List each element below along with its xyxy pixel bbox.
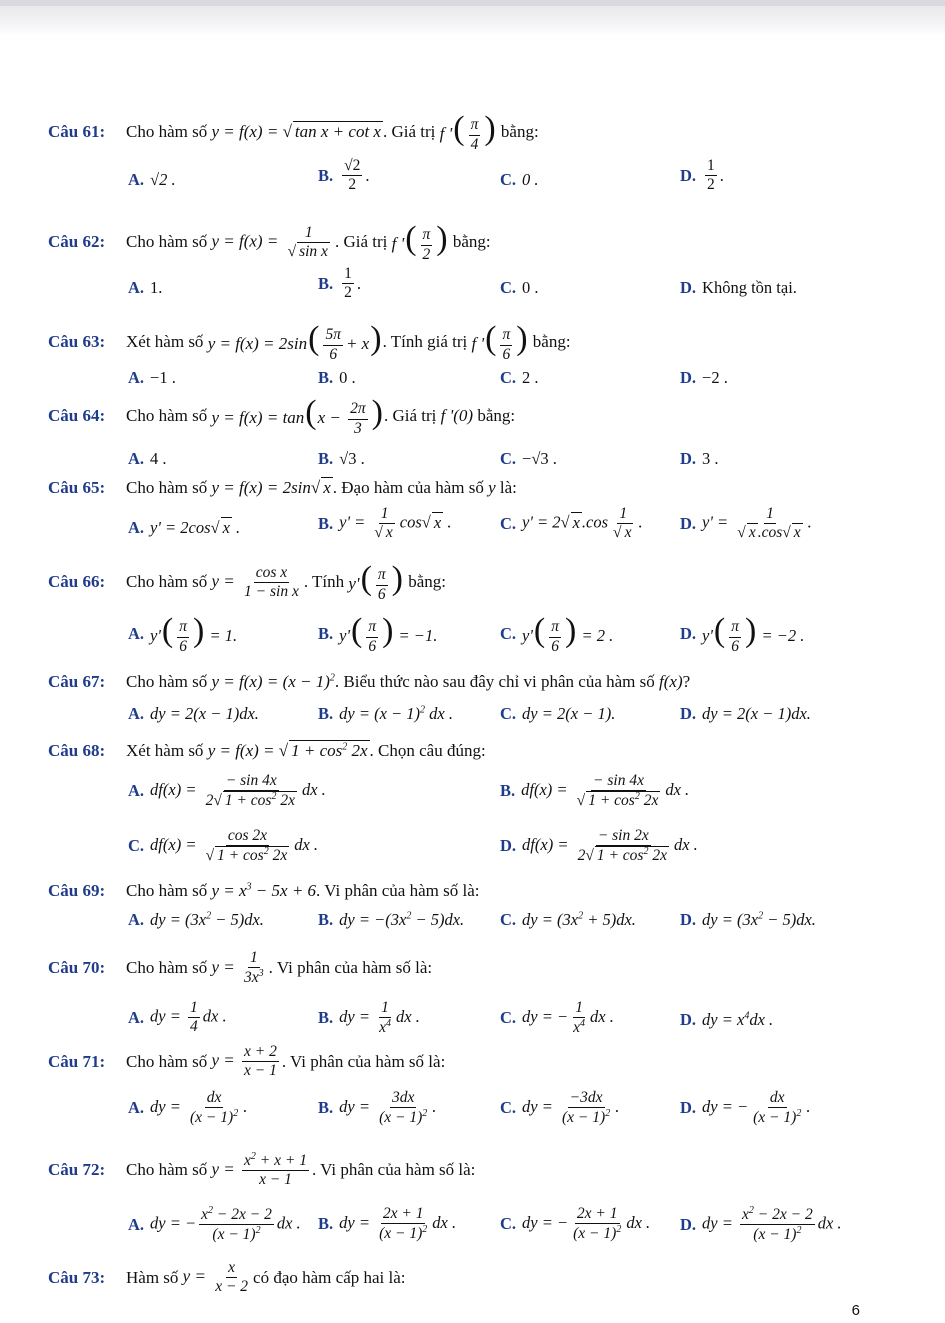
question-label: Câu 72: bbox=[48, 1160, 106, 1180]
option-label: C. bbox=[500, 513, 517, 533]
formula: y = $\frac{\text{cos x}}{\text{1 − sin x}}$ bbox=[211, 563, 299, 600]
option-b[interactable] bbox=[318, 704, 453, 724]
option-c[interactable] bbox=[500, 910, 636, 930]
option-label: B. bbox=[318, 449, 334, 468]
option-label: C. bbox=[500, 368, 517, 387]
question-text: Cho hàm số bbox=[126, 122, 208, 142]
option-value: $\frac{1}{2}$ bbox=[707, 157, 715, 194]
option-value: dy = 2(x − 1). bbox=[522, 704, 616, 723]
formula: y = f(x) = √ $1 + \cos^2 2x$ bbox=[207, 741, 368, 760]
question-label: Câu 61: bbox=[48, 122, 106, 142]
option-d[interactable] bbox=[680, 1206, 842, 1244]
option-value: dy = − $\frac{dx}{(x - 1)^2}$ . bbox=[702, 1089, 811, 1127]
question-text: . Chọn câu đúng: bbox=[369, 741, 486, 760]
formula: y = f(x) = 2sin√ x bbox=[211, 478, 331, 497]
option-label: B. bbox=[318, 910, 334, 929]
option-c[interactable] bbox=[500, 614, 613, 655]
formula: y = f(x) = 2sin( $\frac{5\pi}{6}$ + x) bbox=[207, 320, 382, 363]
option-label: B. bbox=[318, 273, 334, 293]
option-label: C. bbox=[500, 278, 517, 297]
option-label: B. bbox=[318, 1098, 334, 1118]
option-value: dy = 2(x − 1)dx. bbox=[702, 704, 811, 723]
question-label: Câu 69: bbox=[48, 881, 106, 900]
option-label: A. bbox=[128, 704, 145, 723]
option-a[interactable] bbox=[128, 1000, 227, 1036]
option-label: C. bbox=[500, 1098, 517, 1118]
option-d[interactable] bbox=[500, 828, 698, 865]
option-value: y'( $\frac{\pi}{6}$ ) = 2 . bbox=[522, 612, 614, 655]
option-label: B. bbox=[318, 1214, 334, 1234]
option-a[interactable] bbox=[128, 278, 162, 298]
option-label: B. bbox=[318, 513, 334, 533]
option-b[interactable] bbox=[318, 368, 356, 388]
option-label: C. bbox=[500, 1008, 517, 1028]
option-label: A. bbox=[128, 170, 145, 189]
formula: y = $\frac{x}{x - 2}$ bbox=[182, 1259, 249, 1296]
question-text: Cho hàm số bbox=[126, 572, 208, 592]
formula: y = $\frac{1}{3x^3}$ bbox=[211, 949, 264, 987]
question-text: Cho hàm số bbox=[126, 1051, 208, 1071]
option-value: dy = 2(x − 1)dx. bbox=[150, 704, 259, 723]
option-label: A. bbox=[128, 1214, 145, 1234]
option-a[interactable] bbox=[128, 368, 176, 388]
option-label: D. bbox=[680, 513, 697, 533]
option-label: D. bbox=[680, 1010, 697, 1029]
formula: $y = f(x) = (x - 1)^2$ bbox=[211, 672, 335, 691]
question-text: . Tính bbox=[303, 572, 345, 592]
option-label: D. bbox=[680, 910, 697, 929]
question-72 bbox=[48, 1152, 475, 1189]
question-text: Cho hàm số bbox=[126, 406, 208, 426]
option-value: 1. bbox=[150, 278, 163, 297]
option-value: df(x) = $\frac{\cos 2x}{√ 1 + \cos^2 2x}$ dx . bbox=[150, 827, 319, 865]
question-text: . Vi phân của hàm số là: bbox=[316, 881, 480, 900]
option-label: D. bbox=[680, 165, 697, 185]
option-label: A. bbox=[128, 1098, 145, 1118]
option-value: dy = $\frac{3dx}{(x - 1)^2}$ . bbox=[339, 1089, 437, 1127]
option-value: 0 . bbox=[339, 368, 356, 387]
question-text: . Giá trị bbox=[334, 232, 388, 252]
option-b[interactable] bbox=[318, 614, 437, 655]
option-a[interactable] bbox=[128, 704, 259, 724]
question-text: bằng: bbox=[408, 572, 447, 592]
option-a[interactable] bbox=[128, 170, 176, 190]
option-a[interactable] bbox=[128, 910, 264, 930]
question-71 bbox=[48, 1044, 445, 1080]
question-label: Câu 67: bbox=[48, 672, 106, 691]
option-value: y' = 2√ x .cos $\frac{1}{√ x}$ . bbox=[522, 505, 643, 542]
option-d[interactable] bbox=[680, 449, 719, 469]
question-text: . Vi phân của hàm số là: bbox=[268, 958, 433, 978]
option-value: y' = $\frac{1}{√ x}$ cos√ x . bbox=[339, 505, 452, 542]
question-66 bbox=[48, 562, 446, 603]
question-label: Câu 62: bbox=[48, 232, 106, 252]
option-value: df(x) = $\frac{- \sin 2x}{2√ 1 + \cos^2 2x}$ dx . bbox=[522, 827, 698, 865]
question-text: Cho hàm số bbox=[126, 958, 208, 978]
option-c[interactable] bbox=[500, 278, 539, 298]
question-text: bằng: bbox=[477, 406, 516, 426]
option-label: B. bbox=[318, 704, 334, 723]
question-65 bbox=[48, 478, 517, 498]
option-d[interactable] bbox=[680, 910, 816, 930]
option-label: B. bbox=[318, 368, 334, 387]
option-label: D. bbox=[680, 449, 697, 468]
option-c[interactable] bbox=[500, 170, 539, 190]
option-label: D. bbox=[680, 278, 697, 297]
question-text: . Biểu thức nào sau đây chỉ vi phân của hàm số bbox=[334, 672, 655, 691]
option-label: B. bbox=[318, 165, 334, 185]
option-value: −2 . bbox=[702, 368, 728, 387]
option-label: A. bbox=[128, 781, 145, 801]
question-text: bằng: bbox=[532, 332, 571, 352]
option-value: 2 . bbox=[522, 368, 539, 387]
option-label: C. bbox=[500, 910, 517, 929]
option-b[interactable] bbox=[500, 773, 689, 810]
question-label: Câu 66: bbox=[48, 572, 106, 592]
option-c[interactable] bbox=[500, 1090, 619, 1127]
page-number: 6 bbox=[851, 1302, 860, 1319]
question-text: bằng: bbox=[452, 232, 491, 252]
formula: y = f(x) = tan(x − $\frac{2\pi}{3}$ ) bbox=[211, 394, 383, 437]
option-b[interactable] bbox=[318, 1090, 436, 1127]
question-67 bbox=[48, 672, 690, 692]
option-b[interactable] bbox=[318, 1000, 420, 1037]
option-d[interactable] bbox=[680, 614, 804, 655]
question-73 bbox=[48, 1260, 406, 1296]
option-value: dy = $(3x^2 - 5)dx$. bbox=[150, 910, 264, 929]
option-value: dy = $x^4dx$ . bbox=[702, 1010, 774, 1029]
option-c[interactable] bbox=[128, 828, 318, 865]
formula: y bbox=[488, 478, 496, 497]
formula: $y = x^3 - 5x + 6$ bbox=[211, 881, 317, 900]
option-label: D. bbox=[680, 368, 697, 387]
option-d[interactable] bbox=[680, 368, 728, 388]
option-value: √2 . bbox=[150, 170, 176, 189]
question-text: . Đạo hàm của hàm số bbox=[332, 478, 484, 497]
option-c[interactable] bbox=[500, 449, 557, 469]
question-text: ? bbox=[682, 672, 691, 691]
question-label: Câu 71: bbox=[48, 1051, 106, 1071]
question-text: . Vi phân của hàm số là: bbox=[311, 1160, 476, 1180]
option-value: dy = $(3x^2 + 5)dx$. bbox=[522, 910, 636, 929]
option-value: √3 . bbox=[339, 449, 365, 468]
question-text: . Vi phân của hàm số là: bbox=[281, 1051, 446, 1071]
option-d[interactable]: D. $\frac{1}{2}$ . bbox=[680, 157, 724, 194]
question-label: Câu 73: bbox=[48, 1267, 106, 1287]
option-value: 0 . bbox=[522, 170, 539, 189]
option-label: A. bbox=[128, 449, 145, 468]
option-label: D. bbox=[680, 624, 697, 644]
question-text: Xét hàm số bbox=[126, 741, 204, 760]
option-value: dy = − $\frac{2x + 1}{(x - 1)^2}$ dx . bbox=[522, 1205, 651, 1243]
option-d[interactable] bbox=[680, 278, 797, 298]
option-value: −√3 . bbox=[522, 449, 557, 468]
option-b[interactable] bbox=[318, 449, 365, 469]
formula: y = f(x) = √ tan x + cot x bbox=[211, 122, 381, 142]
option-label: B. bbox=[500, 781, 516, 801]
question-62 bbox=[48, 222, 491, 263]
option-value: dy = − $\frac{1}{x^4}$ dx . bbox=[522, 999, 614, 1037]
question-64 bbox=[48, 396, 515, 437]
option-label: D. bbox=[680, 1098, 697, 1118]
question-68 bbox=[48, 741, 486, 761]
question-label: Câu 64: bbox=[48, 406, 106, 426]
option-c[interactable] bbox=[500, 506, 643, 542]
question-63 bbox=[48, 322, 571, 363]
option-value: df(x) = $\frac{- \sin 4x}{√ 1 + \cos^2 2x}$ dx . bbox=[521, 772, 690, 810]
question-text: Cho hàm số bbox=[126, 672, 208, 691]
question-text: Cho hàm số bbox=[126, 1160, 208, 1180]
option-value: 3 . bbox=[702, 449, 719, 468]
option-label: D. bbox=[500, 836, 517, 856]
option-label: A. bbox=[128, 368, 145, 387]
formula: f(x) bbox=[659, 672, 683, 691]
question-text: bằng: bbox=[500, 122, 539, 142]
option-value: dy = − $\frac{x^2 - 2x - 2}{(x - 1)^2}$ dx . bbox=[150, 1205, 301, 1244]
option-label: A. bbox=[128, 1007, 145, 1027]
question-text: có đạo hàm cấp hai là: bbox=[253, 1267, 406, 1287]
option-b[interactable] bbox=[318, 506, 451, 542]
formula: f '(0) bbox=[440, 406, 474, 426]
formula: f '( $\frac{\pi}{4}$ ) bbox=[439, 110, 496, 153]
formula: y'( $\frac{\pi}{6}$ ) bbox=[348, 560, 403, 603]
option-value: −1 . bbox=[150, 368, 176, 387]
question-69 bbox=[48, 881, 479, 901]
option-a[interactable] bbox=[128, 449, 167, 469]
option-b[interactable]: B. $\frac{1}{2}$ . bbox=[318, 265, 362, 302]
option-value: y' = $\frac{1}{√ x .\cos√ x}$ . bbox=[702, 505, 812, 542]
option-a[interactable] bbox=[128, 1090, 247, 1127]
option-label: C. bbox=[500, 1214, 517, 1234]
option-value: df(x) = $\frac{- \sin 4x}{2√ 1 + \cos^2 2x}$ dx . bbox=[150, 772, 326, 810]
option-c[interactable] bbox=[500, 1206, 650, 1243]
option-value: y'( $\frac{\pi}{6}$ ) = 1. bbox=[150, 612, 238, 655]
question-61 bbox=[48, 112, 539, 153]
question-text: Hàm số bbox=[126, 1267, 179, 1287]
option-c[interactable] bbox=[500, 704, 615, 724]
option-label: A. bbox=[128, 518, 145, 537]
option-label: D. bbox=[680, 1214, 697, 1234]
formula: y = $\frac{x + 2}{x - 1}$ bbox=[211, 1043, 277, 1080]
option-label: A. bbox=[128, 910, 145, 929]
question-text: . Giá trị bbox=[384, 406, 437, 426]
option-label: C. bbox=[500, 624, 517, 644]
option-a[interactable] bbox=[128, 773, 326, 810]
question-text: . Giá trị bbox=[382, 122, 436, 142]
option-value: dy = $-(3x^2 - 5)dx$. bbox=[339, 910, 465, 929]
question-label: Câu 68: bbox=[48, 741, 106, 760]
option-d[interactable] bbox=[680, 506, 812, 542]
option-a[interactable] bbox=[128, 614, 237, 655]
option-d[interactable] bbox=[680, 1090, 810, 1127]
option-label: C. bbox=[500, 449, 517, 468]
option-a[interactable] bbox=[128, 1206, 301, 1244]
option-label: C. bbox=[500, 170, 517, 189]
option-value: 0 . bbox=[522, 278, 539, 297]
option-value: y'( $\frac{\pi}{6}$ ) = −2 . bbox=[702, 612, 805, 655]
formula: f '( $\frac{\pi}{6}$ ) bbox=[471, 320, 528, 363]
question-70 bbox=[48, 950, 432, 987]
question-text: Xét hàm số bbox=[126, 332, 204, 352]
option-d[interactable] bbox=[680, 1010, 773, 1030]
formula: y = f(x) = $\frac{1}{\text{√ sin x}}$ bbox=[211, 223, 328, 260]
option-value: $\frac{1}{2}$ bbox=[344, 265, 352, 302]
option-value: dy = $\frac{1}{4}$ dx . bbox=[150, 999, 227, 1036]
option-value: Không tồn tại. bbox=[702, 278, 797, 297]
formula: y = $\frac{x^2 + x + 1}{x - 1}$ bbox=[211, 1151, 307, 1189]
option-value: y' = 2cos√ x . bbox=[150, 518, 241, 537]
option-value: dy = $\frac{dx}{(x - 1)^2}$ . bbox=[150, 1089, 248, 1127]
option-label: C. bbox=[500, 704, 517, 723]
question-label: Câu 63: bbox=[48, 332, 106, 352]
option-label: D. bbox=[680, 704, 697, 723]
option-value: $\frac{√2}{2}$ bbox=[344, 157, 361, 194]
option-label: B. bbox=[318, 1008, 334, 1028]
option-label: A. bbox=[128, 624, 145, 644]
question-text: Cho hàm số bbox=[126, 478, 208, 497]
question-text: Cho hàm số bbox=[126, 881, 208, 900]
option-value: dy = $\frac{2x + 1}{(x - 1)^2}$ dx . bbox=[339, 1205, 457, 1243]
question-text: Cho hàm số bbox=[126, 232, 208, 252]
option-value: dy = $\frac{x^2 - 2x - 2}{(x - 1)^2}$ dx . bbox=[702, 1205, 842, 1244]
option-label: C. bbox=[128, 836, 145, 856]
option-b[interactable] bbox=[318, 910, 464, 930]
option-a[interactable] bbox=[128, 518, 240, 538]
option-b[interactable] bbox=[318, 1206, 456, 1243]
question-label: Câu 70: bbox=[48, 958, 106, 978]
option-value: dy = $(3x^2 - 5)dx$. bbox=[702, 910, 816, 929]
option-d[interactable] bbox=[680, 704, 811, 724]
option-label: A. bbox=[128, 278, 145, 297]
question-text: là: bbox=[499, 478, 517, 497]
option-value: dy = $(x - 1)^2$ dx . bbox=[339, 704, 453, 723]
option-value: y'( $\frac{\pi}{6}$ ) = −1. bbox=[339, 612, 438, 655]
option-value: dy = $\frac{1}{x^4}$ dx . bbox=[339, 999, 420, 1037]
option-label: B. bbox=[318, 624, 334, 644]
option-b[interactable]: B. $\frac{√2}{2}$ . bbox=[318, 157, 370, 194]
option-c[interactable] bbox=[500, 1000, 614, 1037]
option-c[interactable] bbox=[500, 368, 539, 388]
question-text: . Tính giá trị bbox=[382, 332, 468, 352]
option-value: 4 . bbox=[150, 449, 167, 468]
question-label: Câu 65: bbox=[48, 478, 106, 497]
option-value: dy = $\frac{-3dx}{(x - 1)^2}$ . bbox=[522, 1089, 620, 1127]
formula: f '( $\frac{\pi}{2}$ ) bbox=[391, 220, 448, 263]
